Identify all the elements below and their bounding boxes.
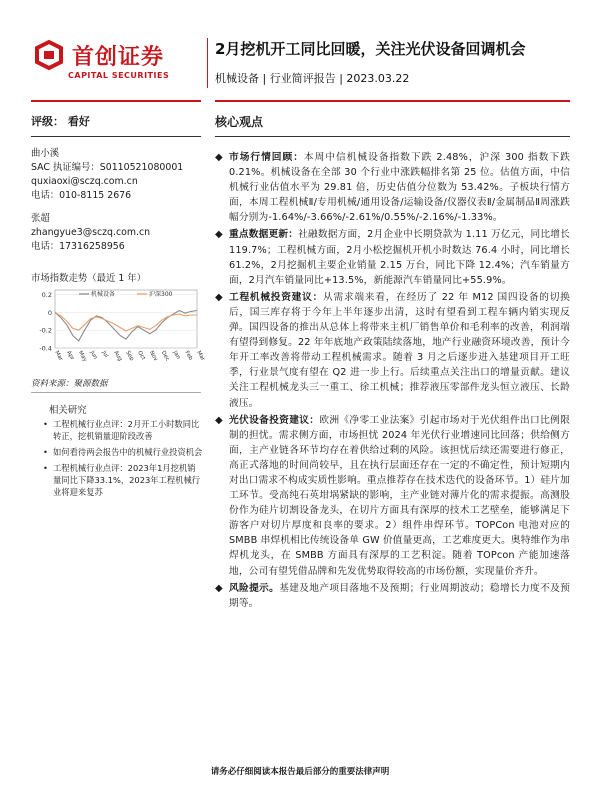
x-tick-label: Apr bbox=[65, 350, 76, 362]
logo-name-cn: 首创证券 bbox=[72, 45, 165, 70]
y-tick-label: 0 bbox=[47, 308, 52, 317]
legal-footer: 请务必仔细阅读本报告最后部分的重要法律声明 bbox=[210, 767, 390, 777]
bullet-icon: ◆ bbox=[215, 291, 223, 303]
point-construction-machinery bbox=[215, 290, 570, 411]
left-header-rule bbox=[31, 100, 201, 102]
market-index-chart bbox=[31, 284, 206, 367]
analyst-name: 曲小溪 bbox=[31, 148, 60, 159]
x-tick-label: Oct bbox=[136, 350, 147, 362]
logo-mark-icon bbox=[34, 40, 64, 70]
x-tick-label: Jun bbox=[88, 350, 99, 361]
rating-label: 评级： 看好 bbox=[31, 115, 90, 128]
x-tick-label: May bbox=[76, 350, 88, 363]
point-text: 欧洲《净零工业法案》引起市场对于光伏组件出口比例限制的担忧。需求侧方面，市场担忧 2024 年光伏行业增速同比回落；供给侧方面，主产业链各环节均存在着供给过剩的风险。该担忧后续还需要进行修正，高正式落地的时间尚较早，且在执行层面还存在一定的不确定性，预计短期内对出口需求不构成实质性影响。重点推荐存在技术迭代的设备环节。1）硅片加工环节。受高纯石英坩埚紧缺的影响，主产业链对薄片化的需求提振。高测股份作为硅片切割设备龙头，在切片方面具有深厚的技术工艺壁垒，能够满足下游客户对切片厚度和良率的要求。2）组件串焊环节。TOPCon 电池对应的 SMBB 串焊机相比传统设备单 GW 价值量更高，工艺难度更大。奥特维作为串焊机龙头，在 SMBB 方面具有深厚的工艺积淀。随着 TOPcon 产能加速落地，公司有望凭借品牌和先发优势取得较高的市场份额，实现量价齐升。 bbox=[229, 414, 571, 577]
logo-name-en: CAPITAL SECURITIES bbox=[68, 71, 170, 80]
y-tick-label: 0.2 bbox=[41, 290, 52, 299]
point-text: 基建及地产项目落地不及预期；行业周期波动；稳增长力度不及预期等。 bbox=[229, 582, 571, 609]
x-tick-label: Aug bbox=[112, 350, 124, 363]
bullet-icon: ◆ bbox=[215, 229, 223, 241]
chart-source: 资料来源：聚源数据 bbox=[31, 379, 108, 389]
point-text: 本周中信机械设备指数下跌 2.48%，沪深 300 指数下跌 0.21%。机械设备在全部 30 个行业中涨跌幅排名第 25 位。估值方面，中信机械行业估值水平为 29.81 倍，历史估值分位数为 53.42%。子板块行情方面，本周工程机械Ⅱ/专用机械/通用设备/运输设备/仪器仪表Ⅱ/金属制品Ⅱ周涨跌幅分别为-1.64%/-3.66%/-2.61%/0.55%/-2.16%/-1.33%。 bbox=[229, 152, 570, 224]
analyst-name: 张超 bbox=[31, 213, 50, 224]
point-text: 从需求端来看，在经历了 22 年 M12 国四设备的切换后，国三库存将于今年上半年逐步出清，这时有望看到工程车辆内销实现反弹。国四设备的推出从总体上将带来主机厂销售单价和毛利率的改善，利润端有望得到修复。22 年年底地产政策陆续落地，地产行业融资环境改善，预计今年开工率改善将带动工程机械需求。随着 3 月之后逐步进入基建项目开工旺季，行业景气度有望在 Q2 进一步上行。后续重点关注出口的增量贡献。建议关注工程机械龙头三一重工、徐工机械；推荐液压零部件龙头恒立液压、长龄液压。 bbox=[229, 291, 570, 409]
point-lead: 市场行情回顾： bbox=[229, 152, 304, 163]
x-tick-label: Mar bbox=[53, 350, 64, 362]
point-text: 社融数据方面，2月企业中长期贷款为 1.11 万亿元，同比增长 119.7%；工程机械方面，2月小松挖掘机开机小时数达 76.4 小时，同比增长 61.2%，2月挖掘机主要企业销量 2.15 万台，同比下降 12.4%；汽车销量方面，2月汽车销量同比+13.5%，新能源汽车销量同比+55.9%。 bbox=[229, 229, 570, 286]
report-subtitle: 机械设备 | 行业简评报告 | 2023.03.22 bbox=[215, 72, 410, 85]
related-top-rule bbox=[31, 392, 201, 393]
chart-title: 市场指数走势（最近 1 年） bbox=[31, 273, 147, 284]
core-points-list bbox=[215, 150, 570, 613]
related-research-list bbox=[43, 418, 203, 502]
y-tick-label: -0.4 bbox=[39, 344, 52, 353]
related-item[interactable]: • 如何看待两会报告中的机械行业投资机会 bbox=[43, 446, 203, 458]
point-lead: 重点数据更新： bbox=[229, 229, 299, 241]
bullet-icon: ◆ bbox=[215, 582, 223, 594]
x-tick-label: Feb bbox=[183, 350, 194, 362]
x-tick-label: Sep bbox=[124, 350, 135, 362]
legend-label: 机械设备 bbox=[91, 291, 116, 298]
point-lead: 工程机械投资建议： bbox=[229, 291, 324, 303]
right-header-rule bbox=[215, 100, 570, 102]
core-views-title: 核心观点 bbox=[215, 115, 264, 129]
analyst-1 bbox=[31, 147, 183, 203]
related-research-title: 相关研究 bbox=[49, 405, 87, 416]
header-divider bbox=[207, 38, 208, 88]
series-line bbox=[55, 312, 197, 331]
related-item[interactable]: • 工程机械行业点评：2023年1月挖机销量同比下降33.1%，2023年工程机械行业将迎来复苏 bbox=[43, 462, 203, 498]
bullet-icon: ◆ bbox=[215, 152, 223, 163]
x-tick-label: Mar bbox=[195, 350, 206, 362]
point-pv-equipment bbox=[215, 413, 570, 579]
analyst-phone: 电话：17316258956 bbox=[31, 241, 125, 252]
y-tick-label: -0.2 bbox=[39, 326, 52, 335]
report-title: 2月挖机开工同比回暖，关注光伏设备回调机会 bbox=[215, 40, 526, 58]
x-tick-label: Dec bbox=[159, 350, 171, 363]
point-lead: 光伏设备投资建议： bbox=[229, 414, 320, 426]
x-tick-label: Jan bbox=[171, 350, 182, 361]
legend-label: 沪深300 bbox=[149, 291, 173, 298]
analyst-2 bbox=[31, 212, 150, 254]
point-data-update bbox=[215, 227, 570, 287]
left-section-rule bbox=[31, 136, 201, 137]
bullet-icon: ◆ bbox=[215, 414, 223, 426]
right-section-rule bbox=[215, 136, 570, 137]
analyst-cert: SAC 执证编号：S0110521080001 bbox=[31, 162, 184, 173]
analyst-phone: 电话：010-8115 2676 bbox=[31, 190, 132, 201]
point-lead: 风险提示。 bbox=[229, 582, 280, 594]
point-risk bbox=[215, 581, 570, 611]
related-item[interactable]: • 工程机械行业点评：2月开工小时数同比转正，挖机销量迎阶段改善 bbox=[43, 418, 203, 442]
analyst-email: zhangyue3@sczq.com.cn bbox=[31, 227, 151, 238]
x-tick-label: Nov bbox=[147, 350, 159, 363]
x-tick-label: Jul bbox=[100, 350, 110, 359]
analyst-email: quxiaoxi@sczq.com.cn bbox=[31, 176, 138, 187]
point-market-review bbox=[215, 150, 570, 225]
company-logo bbox=[34, 38, 199, 88]
